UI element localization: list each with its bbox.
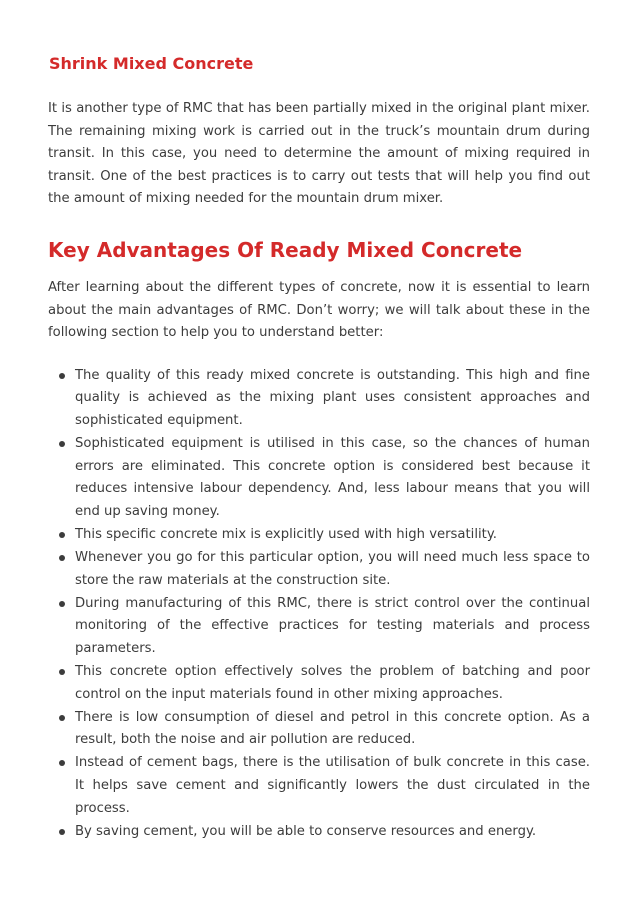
bullet-dot-icon	[59, 829, 65, 835]
list-item-text: Instead of cement bags, there is the utilisation of bulk concrete in this case. It helps save cement and significantly lowers the dust circulated in the process.	[75, 755, 590, 816]
list-item-text: There is low consumption of diesel and petrol in this concrete option. As a result, both the noise and air pollution are reduced.	[75, 709, 590, 748]
bullet-dot-icon	[59, 555, 65, 561]
bullet-dot-icon	[59, 715, 65, 721]
bullet-dot-icon	[59, 669, 65, 675]
bullet-dot-icon	[59, 373, 65, 379]
section-title-key-advantages: Key Advantages Of Ready Mixed Concrete	[48, 237, 523, 262]
bullet-dot-icon	[59, 441, 65, 447]
list-item	[48, 707, 590, 752]
section-paragraph-key-advantages: After learning about the different types of concrete, now it is essential to learn about the main advantages of RMC. Don’t worry; we will talk about these in the following section to help you to understand better:	[48, 279, 590, 341]
list-item-text: This concrete option effectively solves the problem of batching and poor control on the input materials found in other mixing approaches.	[75, 663, 590, 702]
section-paragraph-shrink-mixed: It is another type of RMC that has been partially mixed in the original plant mixer. The remaining mixing work is carried out in the truck’s mountain drum during transit. In this case, you need to determine the amount of mixing required in transit. One of the best practices is to carry out tests that will help you find out the amount of mixing needed for the mountain drum mixer.	[48, 101, 590, 207]
list-item-text: By saving cement, you will be able to conserve resources and energy.	[75, 823, 537, 839]
list-item	[48, 524, 590, 547]
list-item	[48, 433, 590, 523]
section-title-shrink-mixed-concrete: Shrink Mixed Concrete	[49, 54, 254, 73]
list-item	[48, 547, 590, 592]
list-item-text: The quality of this ready mixed concrete is outstanding. This high and fine quality is achieved as the mixing plant uses consistent approaches and sophisticated equipment.	[75, 367, 590, 428]
list-item	[48, 593, 590, 661]
bullet-dot-icon	[59, 532, 65, 538]
list-item	[48, 752, 590, 820]
list-item	[48, 821, 590, 844]
list-item-text: During manufacturing of this RMC, there is strict control over the continual monitoring of the effective practices for testing materials and process parameters.	[75, 595, 590, 656]
list-item-text: Sophisticated equipment is utilised in this case, so the chances of human errors are eliminated. This concrete option is considered best because it reduces intensive labour dependency. And, less labour means that you will end up saving money.	[75, 436, 590, 519]
list-item-text: This specific concrete mix is explicitly used with high versatility.	[75, 526, 497, 542]
list-item	[48, 661, 590, 706]
advantages-list	[48, 365, 590, 843]
bullet-dot-icon	[59, 601, 65, 607]
list-item	[48, 365, 590, 433]
bullet-dot-icon	[59, 760, 65, 766]
list-item-text: Whenever you go for this particular option, you will need much less space to store the raw materials at the construction site.	[75, 550, 590, 588]
